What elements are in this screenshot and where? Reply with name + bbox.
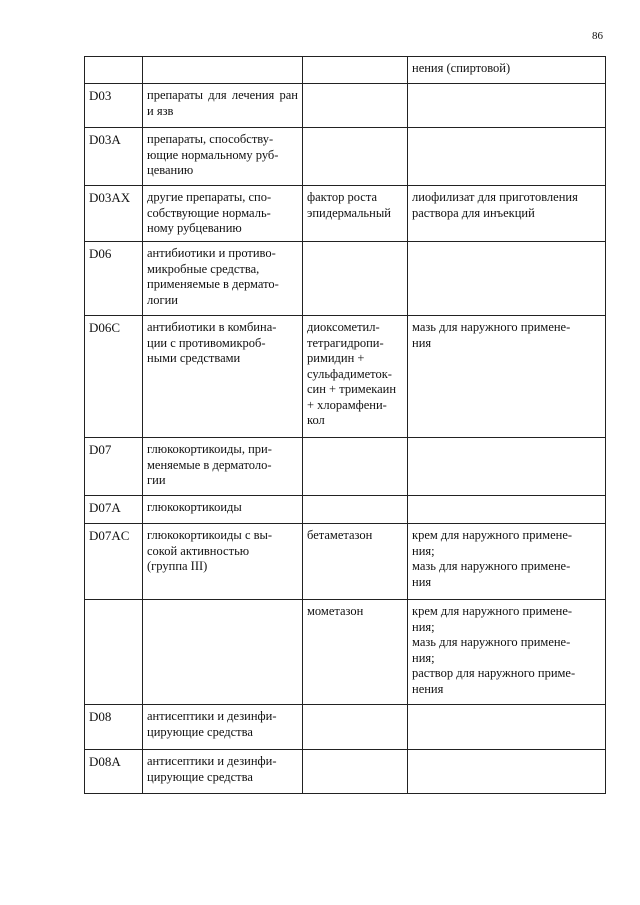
dosage-form-cell: мазь для наружного примене- ния (408, 316, 606, 438)
atc-code-cell (85, 57, 143, 84)
atc-code-cell: D07 (85, 438, 143, 496)
table-row (85, 600, 606, 705)
table-row (85, 438, 606, 496)
group-cell: препараты, способству- ющие нормальному руб- цеванию (143, 128, 303, 186)
atc-code-cell: D08A (85, 750, 143, 794)
group-cell: антибиотики в комбина- ции с противомикроб- ными средствами (143, 316, 303, 438)
dosage-form-cell: нения (спиртовой) (408, 57, 606, 84)
group-cell: глюкокортикоиды с вы- сокой активностью (группа III) (143, 524, 303, 600)
atc-code-cell: D07AC (85, 524, 143, 600)
group-cell: препараты для лечения ран и язв (143, 84, 303, 128)
dosage-form-cell: крем для наружного примене- ния; мазь для наружного примене- ния (408, 524, 606, 600)
table-row (85, 524, 606, 600)
table-row (85, 496, 606, 524)
table-row (85, 186, 606, 242)
atc-code-cell: D06C (85, 316, 143, 438)
drug-name-cell: бетаметазон (303, 524, 408, 600)
drug-table (84, 56, 606, 794)
dosage-form-cell (408, 438, 606, 496)
atc-code-cell: D08 (85, 705, 143, 750)
group-cell: глюкокортикоиды (143, 496, 303, 524)
drug-name-cell: диоксометил- тетрагидропи- римидин + сульфадиметок- син + тримекаин + хлорамфени- кол (303, 316, 408, 438)
table-row (85, 242, 606, 316)
group-cell: другие препараты, спо- собствующие нормаль- ному рубцеванию (143, 186, 303, 242)
drug-name-cell (303, 57, 408, 84)
drug-name-cell (303, 84, 408, 128)
table-row (85, 128, 606, 186)
atc-code-cell: D03AX (85, 186, 143, 242)
group-cell (143, 600, 303, 705)
dosage-form-cell (408, 496, 606, 524)
dosage-form-cell (408, 128, 606, 186)
drug-name-cell: фактор роста эпидермальный (303, 186, 408, 242)
dosage-form-cell (408, 242, 606, 316)
atc-code-cell: D07A (85, 496, 143, 524)
page-number: 86 (592, 30, 603, 42)
atc-code-cell: D03A (85, 128, 143, 186)
group-cell: глюкокортикоиды, при- меняемые в дерматоло- гии (143, 438, 303, 496)
atc-code-cell: D03 (85, 84, 143, 128)
drug-name-cell (303, 496, 408, 524)
table-row (85, 84, 606, 128)
table-row (85, 316, 606, 438)
atc-code-cell: D06 (85, 242, 143, 316)
drug-name-cell (303, 705, 408, 750)
dosage-form-cell (408, 705, 606, 750)
table-row (85, 57, 606, 84)
drug-name-cell (303, 242, 408, 316)
group-cell (143, 57, 303, 84)
table-row (85, 750, 606, 794)
group-cell: антисептики и дезинфи- цирующие средства (143, 705, 303, 750)
drug-name-cell (303, 750, 408, 794)
drug-name-cell: мометазон (303, 600, 408, 705)
drug-name-cell (303, 438, 408, 496)
group-cell: антисептики и дезинфи- цирующие средства (143, 750, 303, 794)
group-cell: антибиотики и противо- микробные средства, применяемые в дермато- логии (143, 242, 303, 316)
dosage-form-cell: лиофилизат для приготовления раствора для инъекций (408, 186, 606, 242)
atc-code-cell (85, 600, 143, 705)
table-row (85, 705, 606, 750)
dosage-form-cell (408, 84, 606, 128)
drug-name-cell (303, 128, 408, 186)
dosage-form-cell: крем для наружного примене- ния; мазь для наружного примене- ния; раствор для наружного приме- нения (408, 600, 606, 705)
dosage-form-cell (408, 750, 606, 794)
